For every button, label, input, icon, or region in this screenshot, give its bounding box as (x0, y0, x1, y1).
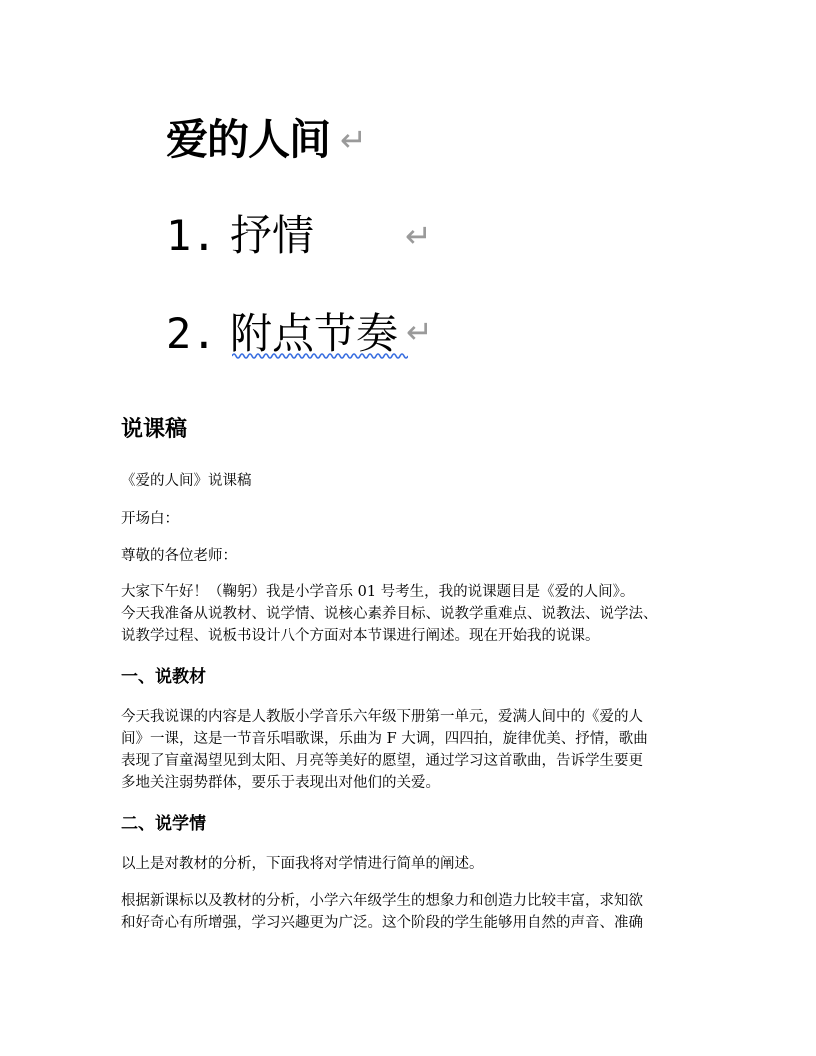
list-text: 抒情 (230, 211, 315, 260)
text-line: 多地关注弱势群体，要乐于表现出对他们的关爱。 (121, 775, 440, 791)
embedded-screenshot (0, 0, 816, 380)
document-title: 《爱的人间》说课稿 (121, 473, 252, 489)
list-text: 附点节奏 (230, 309, 399, 358)
section-heading-1: 一、说教材 (121, 667, 206, 687)
greeting: 尊敬的各位老师： (121, 548, 237, 564)
text-line: 今天我准备从说教材、说学情、说核心素养目标、说教学重难点、说教法、说学法、 (121, 606, 658, 622)
text-line: 间》一课，这是一节音乐唱歌课，乐曲为 F 大调，四四拍，旋律优美、抒情，歌曲 (121, 731, 648, 747)
intro-paragraph (121, 581, 711, 647)
text-line: 大家下午好！（鞠躬）我是小学音乐 01 号考生，我的说课题目是《爱的人间》。 (121, 584, 635, 600)
section2-intro: 以上是对教材的分析，下面我将对学情进行简单的阐述。 (121, 856, 484, 872)
list-number: 1. (166, 211, 217, 260)
text-line: 表现了盲童渴望见到太阳、月亮等美好的愿望，通过学习这首歌曲，告诉学生要更 (121, 753, 643, 769)
song-title: 爱的人间 (166, 115, 331, 164)
text-line: 和好奇心有所增强，学习兴趣更为广泛。这个阶段的学生能够用自然的声音、准确 (121, 915, 643, 931)
list-item-1 (166, 208, 314, 264)
paragraph-mark-icon: ↵ (406, 313, 433, 351)
opening-label: 开场白： (121, 511, 179, 527)
spellcheck-squiggle-icon (232, 352, 408, 360)
paragraph-mark-icon: ↵ (405, 217, 432, 255)
list-number: 2. (166, 309, 217, 358)
text-line: 根据新课标以及教材的分析，小学六年级学生的想象力和创造力比较丰富，求知欲 (121, 893, 643, 909)
document-heading: 说课稿 (121, 417, 188, 442)
section1-paragraph (121, 706, 711, 794)
section-heading-2: 二、说学情 (121, 814, 206, 834)
paragraph-mark-icon: ↵ (340, 121, 367, 159)
text-line: 说教学过程、说板书设计八个方面对本节课进行阐述。现在开始我的说课。 (121, 628, 600, 644)
text-line: 今天我说课的内容是人教版小学音乐六年级下册第一单元，爱满人间中的《爱的人 (121, 709, 643, 725)
section2-paragraph (121, 890, 711, 934)
